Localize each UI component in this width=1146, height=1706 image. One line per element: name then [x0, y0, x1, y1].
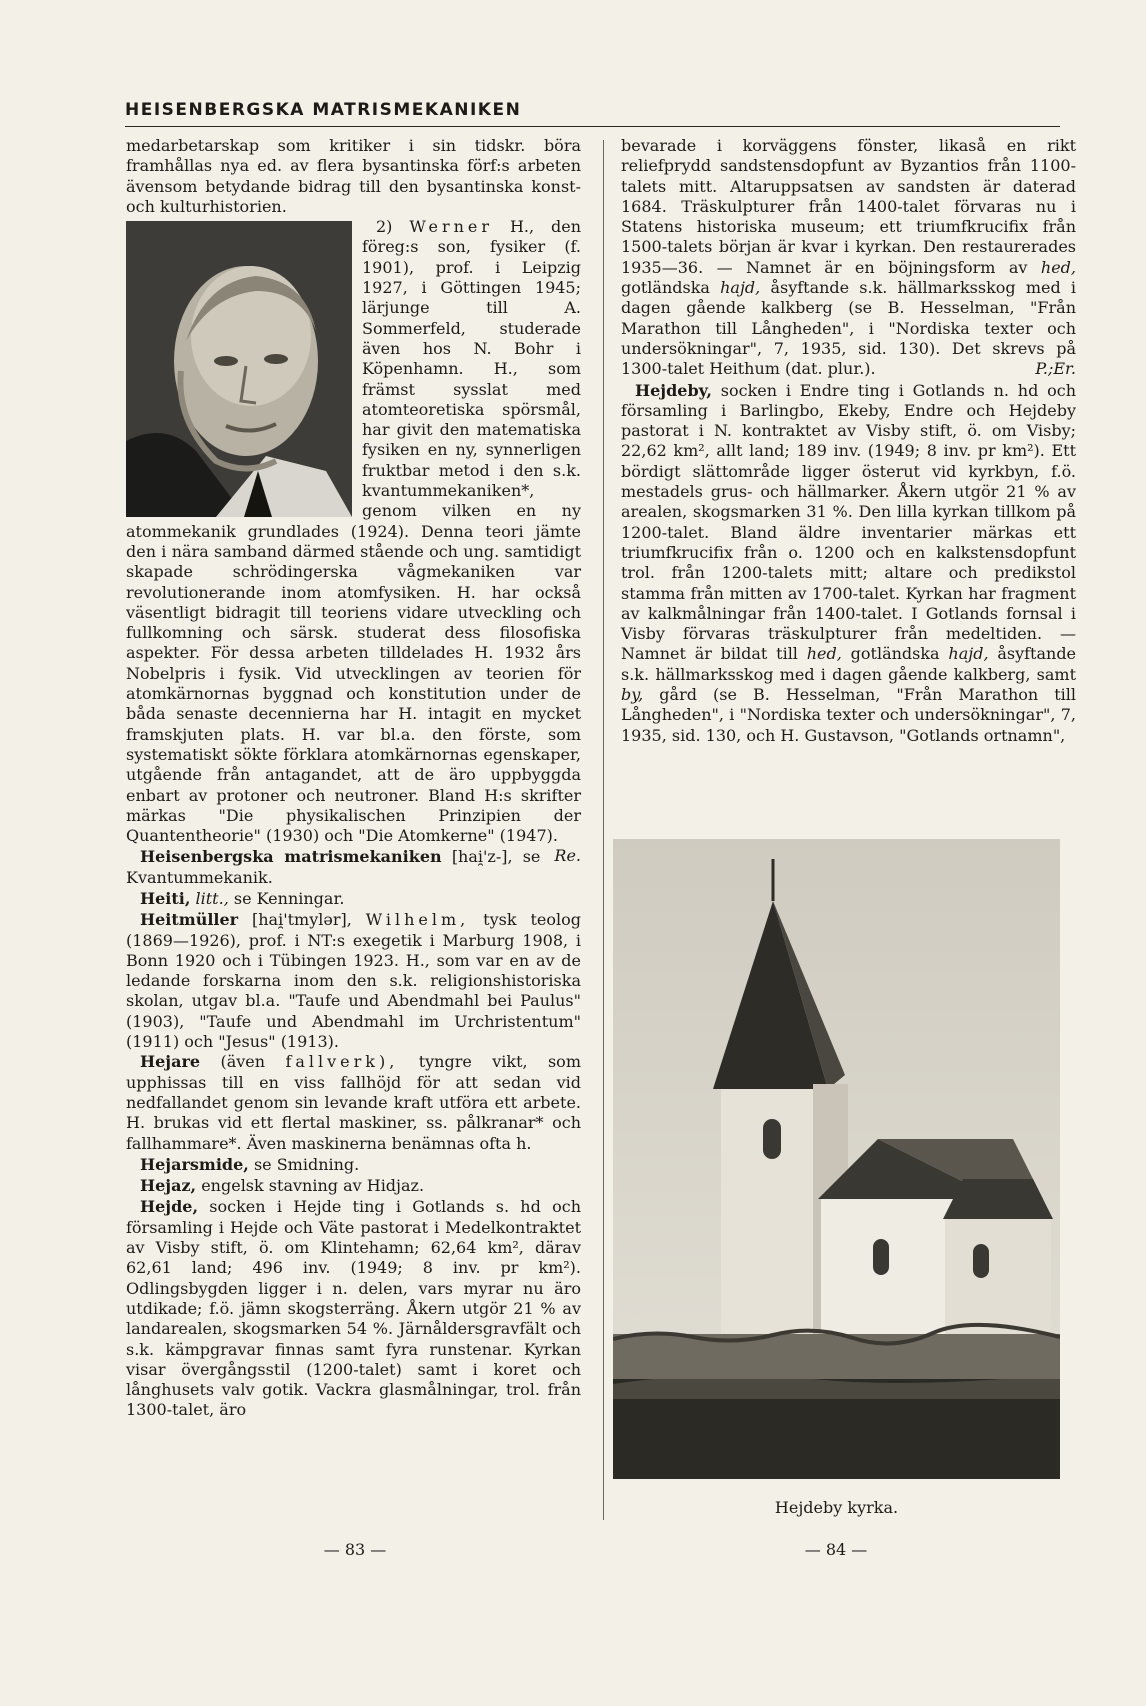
right-column [621, 136, 1076, 746]
author-signature: Re. [554, 846, 581, 866]
entry-werner: 2) Werner H., den föreg:s son, fysiker (f. 1901), prof. i Leipzig 1927, i Göttingen 1945; lärjunge till A. Sommerfeld, studerade även hos N. Bohr i Köpenhamn. H., som främst sysslat med atomteoretiska spörsmål, har givit den matematiska fysiken en ny, synnerligen fruktbar metod i den s.k. kvantummekaniken*, genom vilken en ny atommekanik grundlades (1924). Denna teori jämte den i nära samband därmed stående och ung. samtidigt skapade schrödingerska vågmekaniken var revolutionerande inom atomfysiken. H. har också väsentligt bidragit till teoriens vidare utveckling och fullkomning och särsk. studerat dess filosofiska aspekter. För dessa arbeten tilldelades H. 1932 års Nobelpris i fysik. Vid utvecklingen av teorien för atomkärnornas byggnad och konstitution under de båda senaste decennierna har H. intagit en mycket framskjuten plats. H. var bl.a. den förste, som systematiskt sökte förklara atomkärnornas egenskaper, utgående från antagandet, att de äro uppbyggda enbart av protoner och neutroner. Bland H:s skrifter märkas "Die physikalischen Prinzipien der Quantentheorie" (1930) och "Die Atomkerne" (1947). Re. [126, 217, 582, 866]
entry-hejaz: Hejaz, engelsk stavning av Hidjaz. [140, 1176, 425, 1196]
entry-heisenbergska: Heisenbergska matrismekaniken [hai̯'z-], se Kvantummekanik. [126, 847, 541, 887]
entry-name: Werner [409, 217, 494, 237]
entry-hejde: Hejde, socken i Hejde ting i Gotlands s. hd och församling i Hejde och Väte pastorat i Medelkontraktet av Visby stift, ö. om Klintehamn; 62,64 km², därav 62,61 land; 496 inv. (1949; 8 inv. pr km²). Odlingsbygden ligger i n. delen, vars myrar nu äro utdikade; f.ö. jämn skogsterräng. Åkern utgör 21 % av landarealen, skogsmarken 54 %. Järnåldersgravfält och s.k. kämpgravar finnas samt fyra runstenar. Kyrkan visar övergångsstil (1200-talet) samt i koret och långhusets valv gotik. Vackra glasmålningar, trol. från 1300-talet, äro [126, 1197, 581, 1420]
figure-caption: Hejdeby kyrka. [774, 1498, 899, 1517]
entry-hejare: Hejare (även fallverk), tyngre vikt, som upphissas till en viss fallhöjd för att sedan vid nedfallandet genom sin levande kraft utföra ett arbete. H. brukas vid ett flertal maskiner, ss. pålkranar* och fallhammare*. Även maskinerna benämnas ofta h. [126, 1052, 581, 1153]
entry-hejde-continued: bevarade i korväggens fönster, likaså en rikt reliefprydd sandstensdopfunt av Byzantios från 1100-talets mitt. Altaruppsatsen av sandsten är daterad 1684. Träskulpturer från 1400-talet förvaras nu i Statens historiska museum; ett triumfkrucifix från 1500-talets början är kvar i kyrkan. Den restaurerades 1935—36. — Namnet är en böjningsform av hed, gotländska hajd, åsyftande s.k. hällmarksskog med i dagen gående kalkberg (se B. Hesselman, "Från Marathon till Långheden", i "Nordiska texter och undersökningar", 7, 1935, sid. 130). Det skrevs på 1300-talet Heithum (dat. plur.). P.;Er. [621, 136, 1076, 379]
author-signature: P.;Er. [1035, 359, 1076, 379]
entry-heiti: Heiti, litt., se Kenningar. [140, 888, 345, 908]
header-rule [125, 126, 1060, 127]
heisenberg-portrait [126, 221, 352, 517]
page-number-left: — 83 — [323, 1540, 387, 1559]
column-divider [603, 140, 604, 1520]
page-number-right: — 84 — [804, 1540, 868, 1559]
hejdeby-church-photo [613, 839, 1060, 1479]
running-header: HEISENBERGSKA MATRISMEKANIKEN [125, 100, 522, 120]
entry-hejarsmide: Hejarsmide, se Smidning. [140, 1154, 360, 1174]
paragraph: medarbetarskap som kritiker i sin tidskr. böra framhållas nya ed. av flera bysantinska förf:s arbeten ävensom betydande bidrag till den bysantinska konst- och kulturhistorien. [126, 136, 581, 216]
entry-hejdeby: Hejdeby, socken i Endre ting i Gotlands n. hd och församling i Barlingbo, Ekeby, Endre och Hejdeby pastorat i N. kontraktet av Visby stift, ö. om Visby; 22,62 km², allt land; 189 inv. (1949; 8 inv. pr km²). Ett bördigt slättområde ligger österut vid kyrkbyn, f.ö. mestadels grus- och hällmarker. Åkern utgör 21 % av arealen, skogsmarken 31 %. Den lilla kyrkan tillkom på 1200-talet. Bland äldre inventarier märkas ett triumfkrucifix från o. 1200 och en kalkstensdopfunt trol. från 1200-talets mitt; altare och predikstol stamma från mitten av 1700-talet. Kyrkan har fragment av kalkmålningar från 1400-talet. I Gotlands fornsal i Visby förvaras träskulpturer från medeltiden. — Namnet är bildat till hed, gotländska hajd, åsyftande s.k. hällmarksskog med i dagen gående kalkberg, samt by, gård (se B. Hesselman, "Från Marathon till Långheden", i "Nordiska texter och undersökningar", 7, 1935, sid. 130, och H. Gustavson, "Gotlands ortnamn", [621, 380, 1077, 745]
left-column [126, 136, 581, 1421]
entry-heitmuller: Heitmüller [hai̯'tmylər], Wilhelm, tysk teolog (1869—1926), prof. i NT:s exegetik i Marburg 1908, i Bonn 1920 och i Tübingen 1923. H., som var en av de ledande forskarna inom den s.k. religionshistoriska skolan, utgav bl.a. "Taufe und Abendmahl bei Paulus" (1903), "Taufe und Abendmahl im Urchristentum" (1911) och "Jesus" (1913). [126, 910, 581, 1052]
